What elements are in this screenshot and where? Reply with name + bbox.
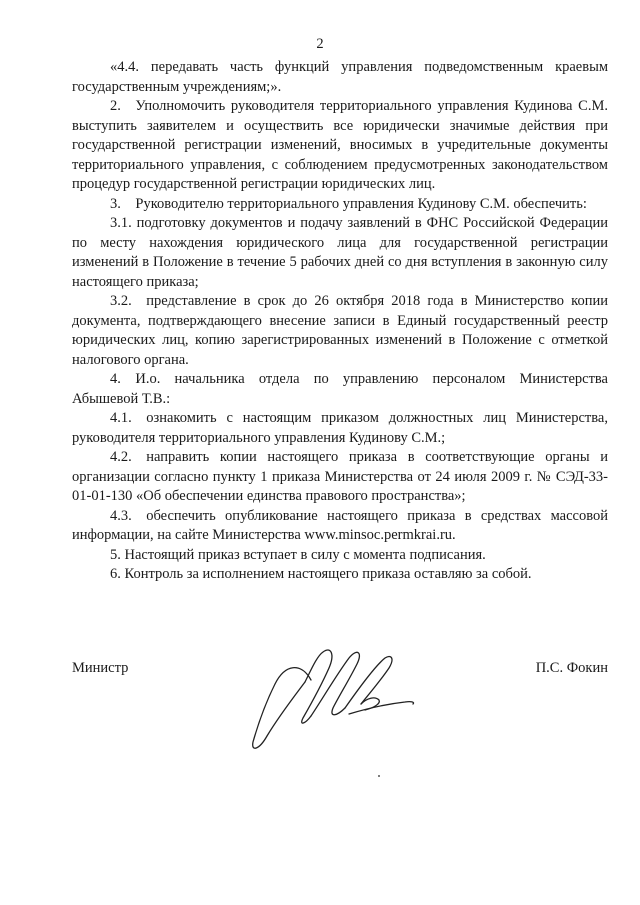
paragraph-3: 3. Руководителю территориального управления Кудинову С.М. обеспечить: bbox=[110, 195, 587, 212]
paragraph-4-4: «4.4. передавать часть функций управления подведомственным краевым государственным учреждениям;». bbox=[72, 59, 608, 95]
page-number: 2 bbox=[316, 36, 324, 52]
scan-speck bbox=[378, 775, 380, 777]
paragraph-3-1: 3.1. подготовку документов и подачу заявлений в ФНС Российской Федерации по месту нахождения юридического лица для государственной регистрации изменений в Положение в течение 5 рабочих дней со дня вступления в законную силу настоящего приказа; bbox=[72, 215, 608, 290]
signatory-name: П.С. Фокин bbox=[535, 660, 608, 676]
handwritten-signature bbox=[245, 632, 420, 772]
paragraph-4-3: 4.3. обеспечить опубликование настоящего приказа в средствах массовой информации, на сайте Министерства www.minsoc.permkrai.ru. bbox=[72, 507, 608, 543]
paragraph-6: 6. Контроль за исполнением настоящего приказа оставляю за собой. bbox=[110, 566, 532, 582]
paragraph-4-2: 4.2. направить копии настоящего приказа в соответствующие органы и организации согласно пункту 1 приказа Министерства от 24 июля 2009 г. № СЭД-33-01-01-130 «Об обеспечении единства правового пространства»; bbox=[72, 449, 608, 504]
paragraph-3-2: 3.2. представление в срок до 26 октября 2018 года в Министерство копии документа, подтверждающего внесение записи в Единый государственный реестр юридических лиц, копию зарегистрированных изменений в Положение с отметкой налогового органа. bbox=[72, 293, 608, 368]
document-body bbox=[72, 58, 608, 585]
paragraph-2: 2. Уполномочить руководителя территориального управления Кудинова С.М. выступить заявителем и осуществить все юридически значимые действия при государственной регистрации изменений, вносимых в учредительные документы территориального управления, с соблюдением предусмотренных законодательством процедур государственной регистрации юридических лиц. bbox=[72, 98, 608, 192]
paragraph-5: 5. Настоящий приказ вступает в силу с момента подписания. bbox=[110, 546, 486, 563]
paragraph-4-1: 4.1. ознакомить с настоящим приказом должностных лиц Министерства, руководителя территориального управления Кудинову С.М.; bbox=[72, 410, 608, 446]
paragraph-4: 4. И.о. начальника отдела по управлению персоналом Министерства Абышевой Т.В.: bbox=[72, 371, 608, 407]
signatory-title: Министр bbox=[72, 660, 129, 676]
